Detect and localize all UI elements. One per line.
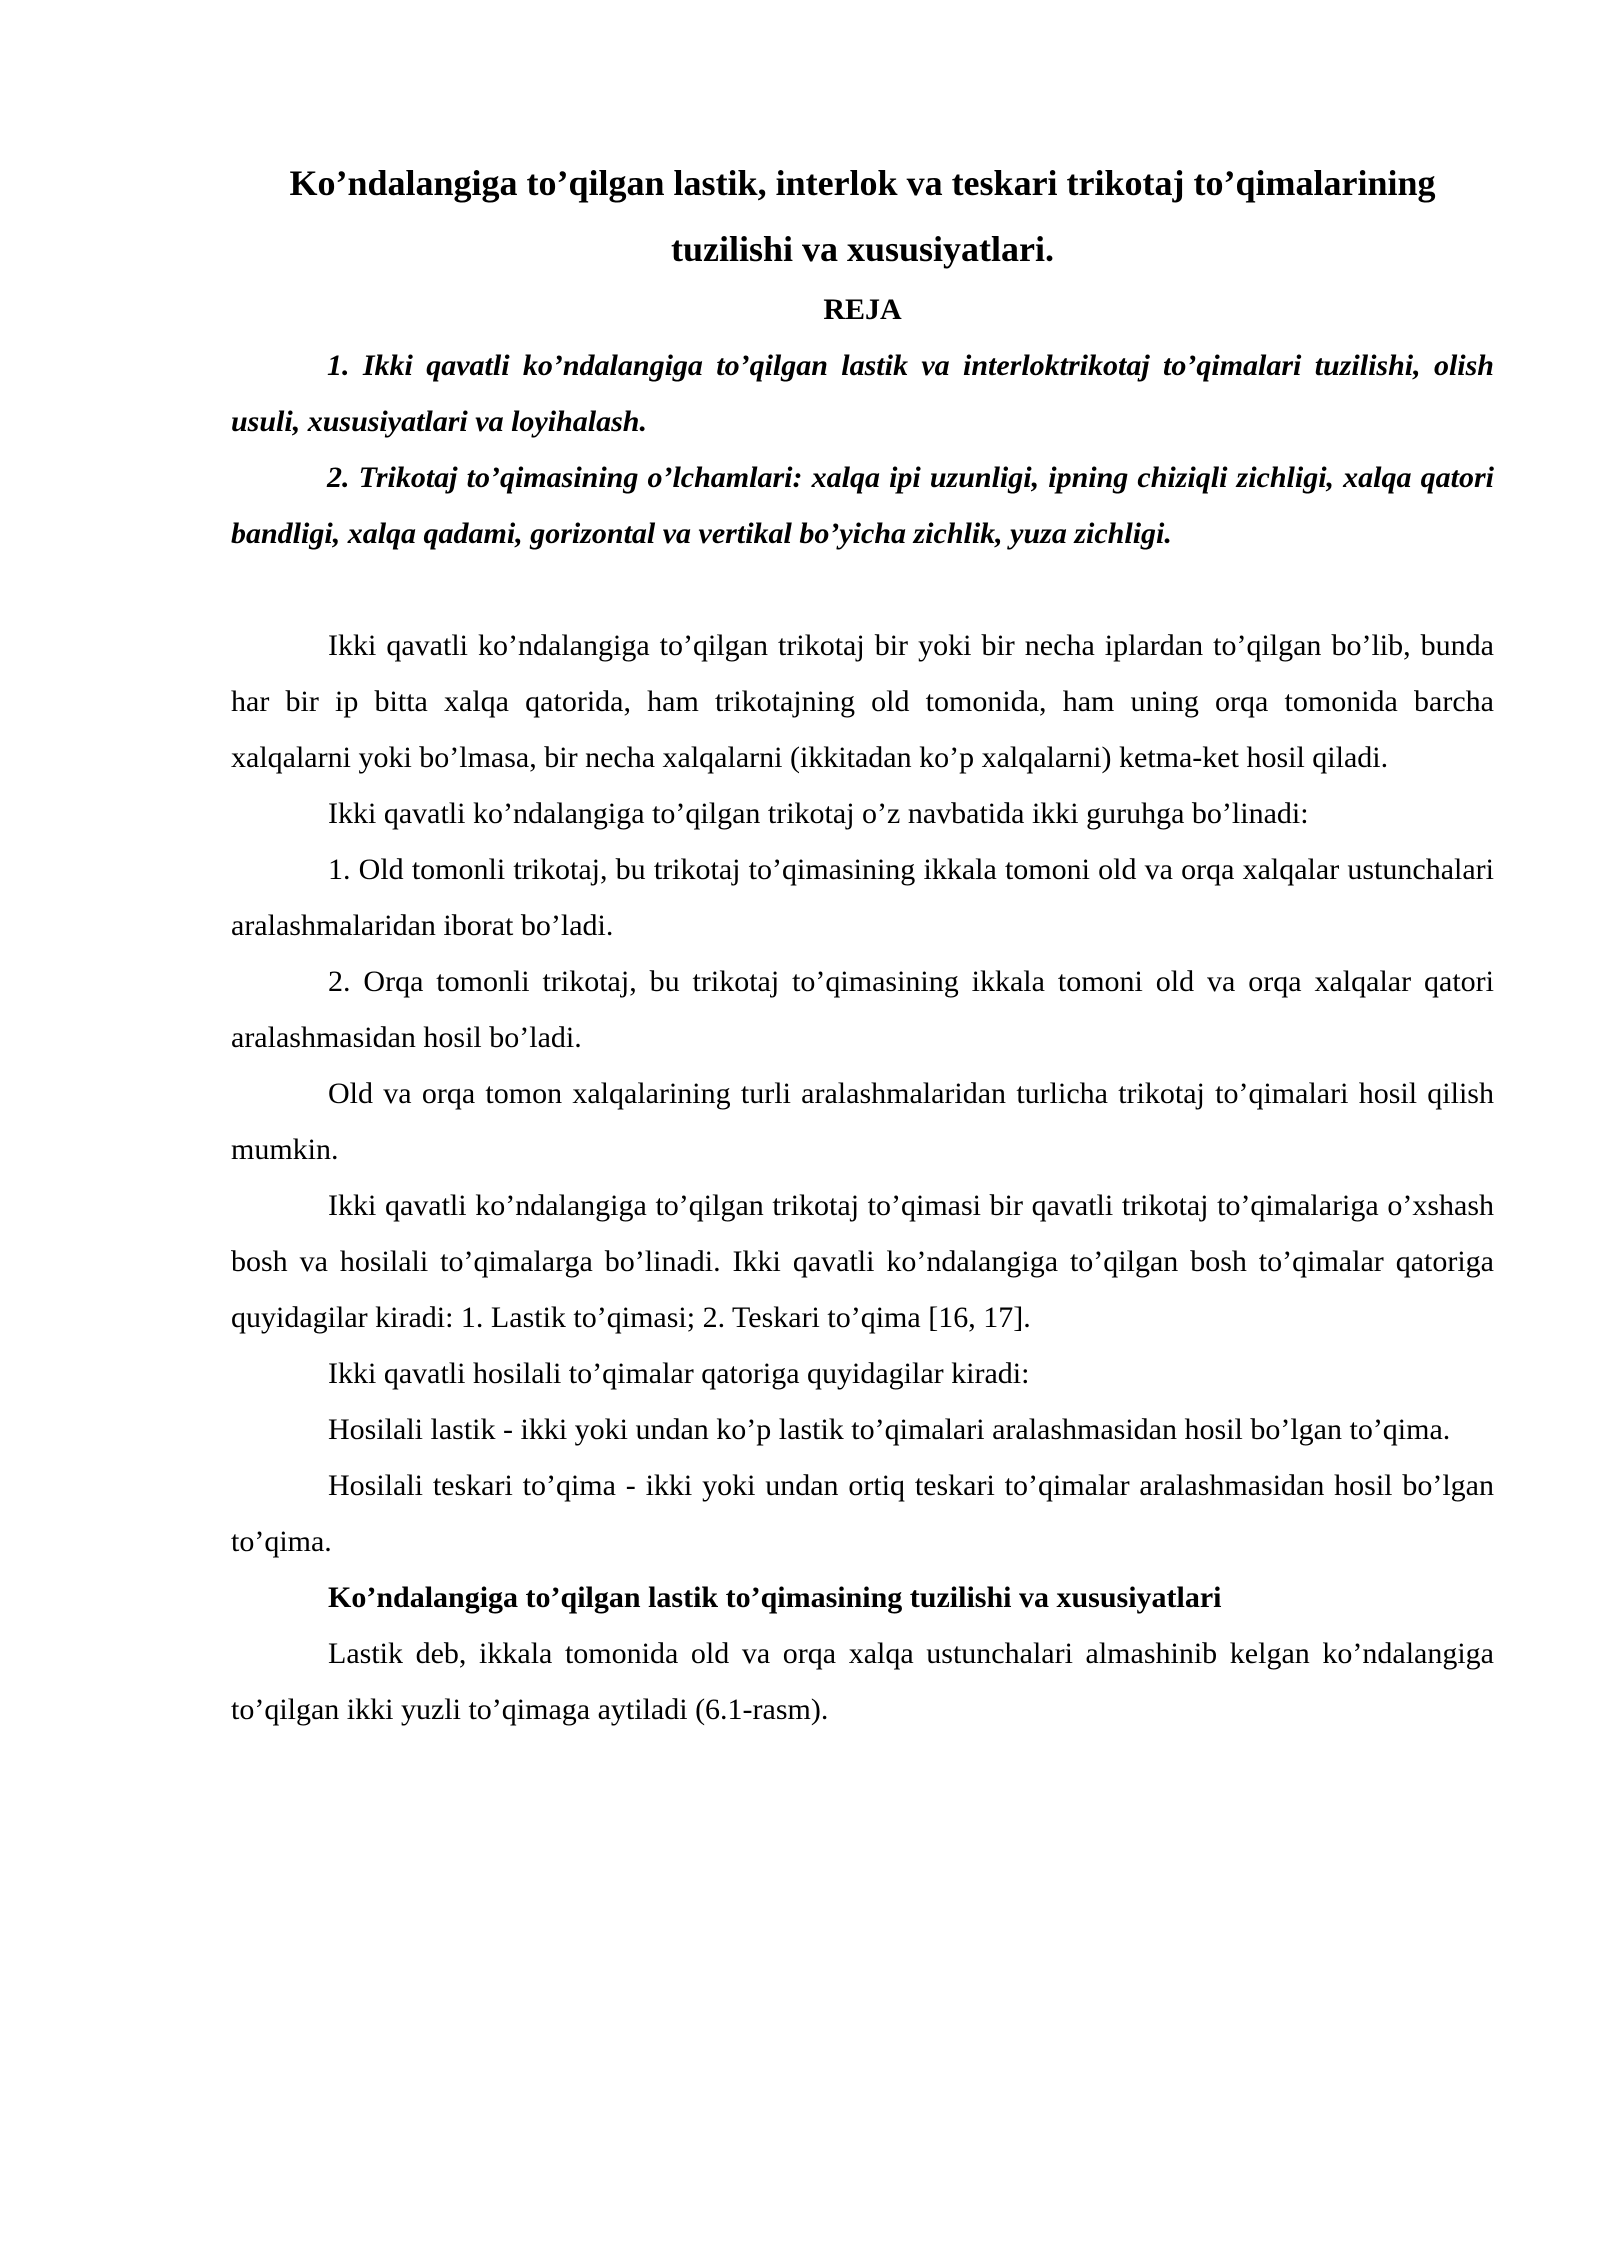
section-subheading: Ko’ndalangiga to’qilgan lastik to’qimasining tuzilishi va xususiyatlari (328, 1581, 1222, 1614)
paragraph: Old va orqa tomon xalqalarining turli aralashmalaridan turlicha trikotaj to’qimalari hosil qilish mumkin. (231, 1077, 1494, 1166)
paragraph: Hosilali teskari to’qima - ikki yoki undan ortiq teskari to’qimalar aralashmasidan hosil bo’lgan to’qima. (231, 1469, 1494, 1558)
document-body (231, 150, 1494, 1738)
paragraph: Ikki qavatli ko’ndalangiga to’qilgan trikotaj o’z navbatida ikki guruhga bo’linadi: (328, 797, 1309, 830)
plan-item-2: 2. Trikotaj to’qimasining o’lchamlari: xalqa ipi uzunligi, ipning chiziqli zichligi, xalqa qatori bandligi, xalqa qadami, gorizontal va vertikal bo’yicha zichlik, yuza zichligi. (231, 461, 1494, 550)
paragraph: Ikki qavatli ko’ndalangiga to’qilgan trikotaj to’qimasi bir qavatli trikotaj to’qimalariga o’xshash bosh va hosilali to’qimalarga bo’linadi. Ikki qavatli ko’ndalangiga to’qilgan bosh to’qimalar qatoriga quyidagilar kiradi: 1. Lastik to’qimasi; 2. Teskari to’qima [16, 17]. (231, 1189, 1494, 1334)
paragraph: Lastik deb, ikkala tomonida old va orqa xalqa ustunchalari almashinib kelgan ko’ndalangiga to’qilgan ikki yuzli to’qimaga aytiladi (6.1-rasm). (231, 1637, 1494, 1726)
paragraph: Ikki qavatli hosilali to’qimalar qatoriga quyidagilar kiradi: (328, 1357, 1030, 1390)
document-title: Ko’ndalangiga to’qilgan lastik, interlok va teskari trikotaj to’qimalarining tuzilishi va xususiyatlari. (289, 163, 1436, 269)
blank-line (231, 562, 1494, 618)
plan-item-1: 1. Ikki qavatli ko’ndalangiga to’qilgan lastik va interloktrikotaj to’qimalari tuzilishi, olish usuli, xususiyatlari va loyihalash. (231, 349, 1494, 438)
paragraph: 2. Orqa tomonli trikotaj, bu trikotaj to’qimasining ikkala tomoni old va orqa xalqalar qatori aralashmasidan hosil bo’ladi. (231, 965, 1494, 1054)
plan-heading: REJA (823, 293, 902, 326)
paragraph: Hosilali lastik - ikki yoki undan ko’p lastik to’qimalari aralashmasidan hosil bo’lgan to’qima. (328, 1413, 1451, 1446)
paragraph: Ikki qavatli ko’ndalangiga to’qilgan trikotaj bir yoki bir necha iplardan to’qilgan bo’lib, bunda har bir ip bitta xalqa qatorida, ham trikotajning old tomonida, ham uning orqa tomonida barcha xalqalarni yoki bo’lmasa, bir necha xalqalarni (ikkitadan ko’p xalqalarni) ketma-ket hosil qiladi. (231, 629, 1494, 774)
paragraph: 1. Old tomonli trikotaj, bu trikotaj to’qimasining ikkala tomoni old va orqa xalqalar ustunchalari aralashmalaridan iborat bo’ladi. (231, 853, 1494, 942)
